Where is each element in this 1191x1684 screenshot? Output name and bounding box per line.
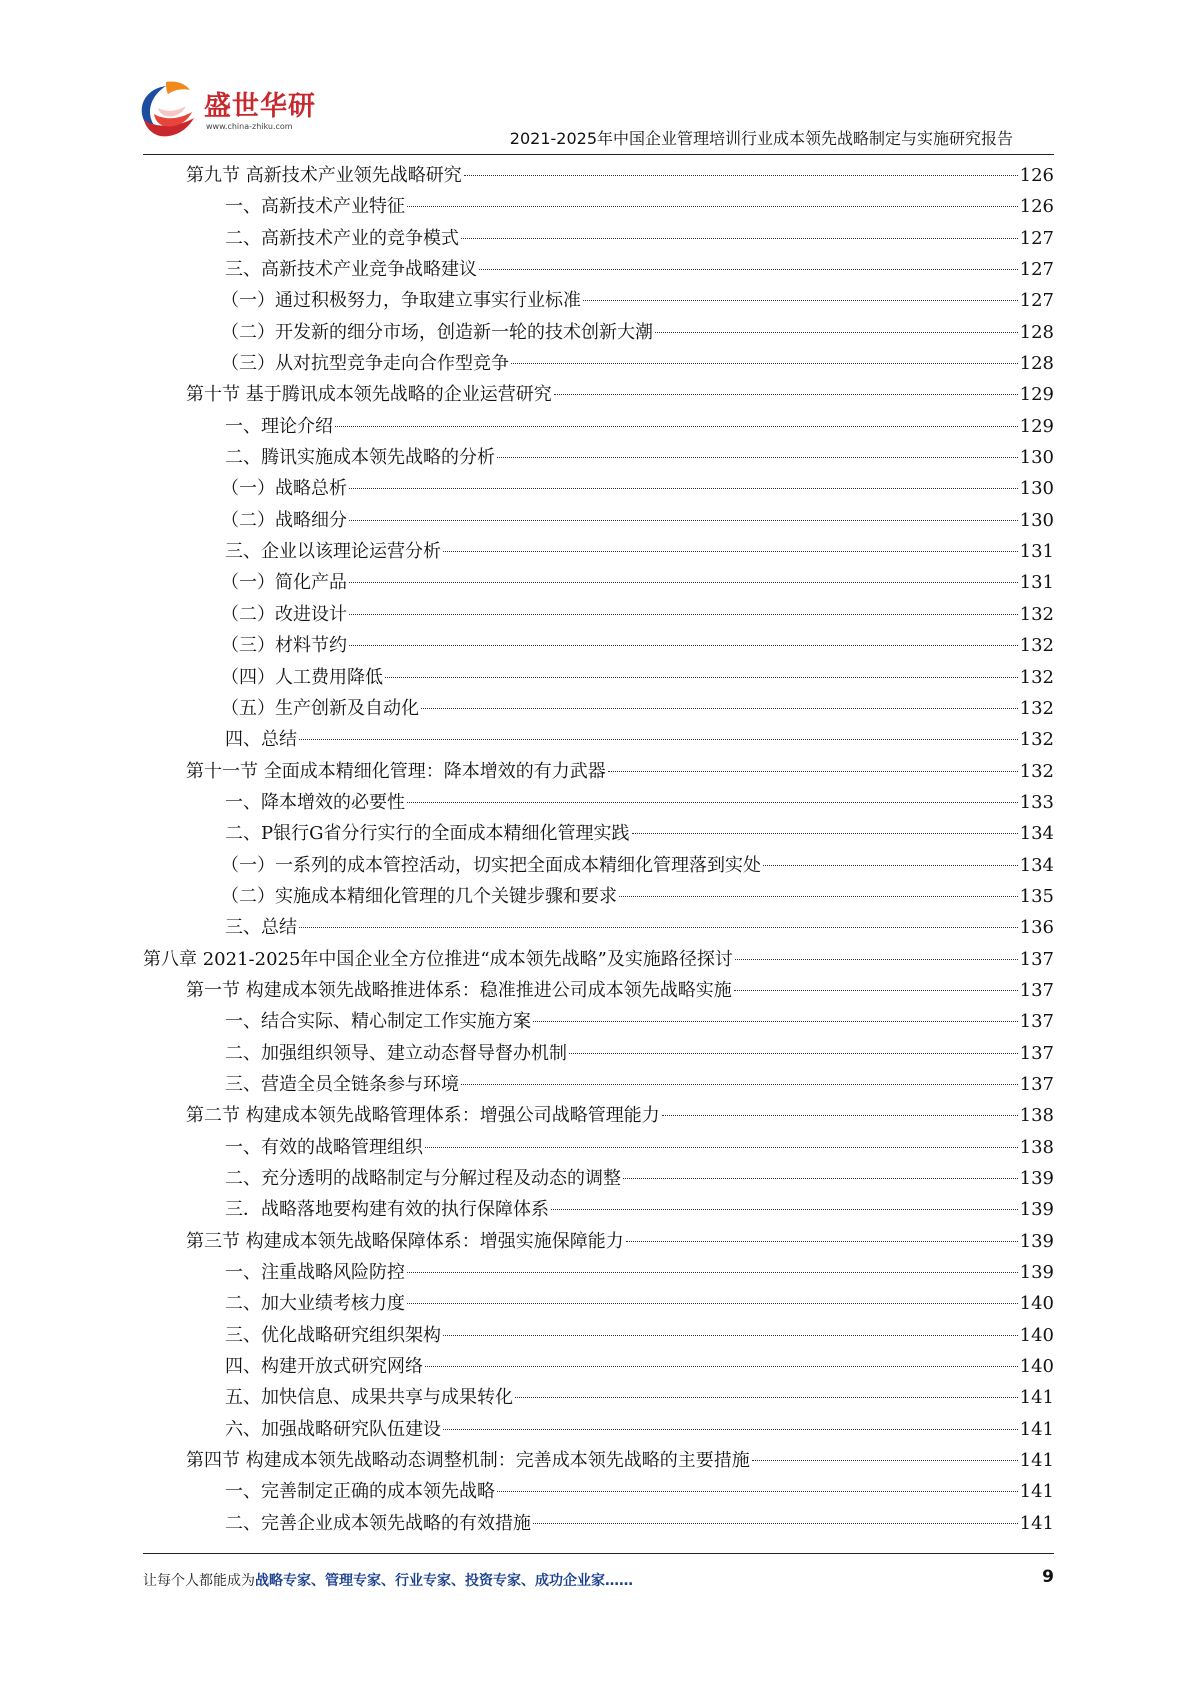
toc-entry-page: 141 <box>1019 1450 1054 1472</box>
toc-entry-page: 129 <box>1019 384 1054 406</box>
toc-entry-page: 141 <box>1019 1418 1054 1440</box>
toc-entry[interactable] <box>143 1163 1054 1194</box>
toc-entry-page: 127 <box>1019 227 1054 249</box>
toc-entry-title: 三、企业以该理论运营分析 <box>225 541 441 563</box>
toc-entry[interactable] <box>143 348 1054 379</box>
toc-entry[interactable] <box>143 1069 1054 1100</box>
toc-entry[interactable] <box>143 975 1054 1006</box>
toc-entry[interactable] <box>143 505 1054 536</box>
toc-entry[interactable] <box>143 1476 1054 1507</box>
slogan-highlight: 战略专家、管理专家、行业专家、投资专家、成功企业家…… <box>255 1573 633 1589</box>
toc-entry-page: 130 <box>1019 447 1054 469</box>
toc-entry-page: 131 <box>1019 572 1054 594</box>
toc-entry-page: 128 <box>1019 321 1054 343</box>
dot-leader <box>349 645 1018 646</box>
dot-leader <box>299 739 1018 740</box>
dot-leader <box>608 771 1018 772</box>
slogan-prefix: 让每个人都能成为 <box>143 1573 255 1589</box>
toc-entry[interactable] <box>143 850 1054 881</box>
toc-entry-title: （二）开发新的细分市场，创造新一轮的技术创新大潮 <box>221 321 653 343</box>
dot-leader <box>655 332 1018 333</box>
toc-entry[interactable] <box>143 881 1054 912</box>
toc-entry[interactable] <box>143 724 1054 755</box>
toc-entry[interactable] <box>143 285 1054 316</box>
logo-emblem-icon <box>136 80 202 142</box>
toc-entry-title: 三、总结 <box>225 917 297 939</box>
company-logo <box>136 80 326 150</box>
toc-entry[interactable] <box>143 1382 1054 1413</box>
dot-leader <box>443 1335 1018 1336</box>
dot-leader <box>461 1084 1018 1085</box>
toc-entry[interactable] <box>143 1257 1054 1288</box>
toc-entry[interactable] <box>143 379 1054 410</box>
toc-entry-title: 第九节 高新技术产业领先战略研究 <box>186 165 462 186</box>
toc-entry-page: 140 <box>1019 1356 1054 1378</box>
dot-leader <box>497 1491 1018 1492</box>
toc-entry-page: 137 <box>1019 948 1054 970</box>
toc-entry-title: 二、P银行G省分行实行的全面成本精细化管理实践 <box>225 823 630 845</box>
toc-entry-title: （二）实施成本精细化管理的几个关键步骤和要求 <box>221 885 617 907</box>
toc-entry-title: 三、高新技术产业竞争战略建议 <box>225 259 477 281</box>
toc-entry[interactable] <box>143 254 1054 285</box>
dot-leader <box>515 1397 1018 1398</box>
toc-entry-page: 135 <box>1019 885 1054 907</box>
toc-entry-title: （一）通过积极努力，争取建立事实行业标准 <box>221 290 581 312</box>
dot-leader <box>623 1178 1018 1179</box>
toc-entry-title: 第二节 构建成本领先战略管理体系：增强公司战略管理能力 <box>186 1105 660 1127</box>
dot-leader <box>619 896 1018 897</box>
toc-entry[interactable] <box>143 442 1054 473</box>
toc-entry[interactable] <box>143 1320 1054 1351</box>
toc-entry[interactable] <box>143 1226 1054 1257</box>
dot-leader <box>662 1115 1018 1116</box>
toc-entry-title: 一、注重战略风险防控 <box>225 1262 405 1284</box>
toc-entry-title: 二、加大业绩考核力度 <box>225 1293 405 1315</box>
dot-leader <box>425 1366 1018 1367</box>
toc-entry-title: 三、优化战略研究组织架构 <box>225 1324 441 1346</box>
toc-entry-page: 127 <box>1019 259 1054 281</box>
toc-entry[interactable] <box>143 1194 1054 1225</box>
dot-leader <box>407 802 1018 803</box>
toc-entry-title: 二、加强组织领导、建立动态督导督办机制 <box>225 1042 567 1064</box>
toc-entry[interactable] <box>143 944 1054 975</box>
toc-entry[interactable] <box>143 567 1054 598</box>
dot-leader <box>425 1147 1018 1148</box>
toc-entry-page: 132 <box>1019 635 1054 657</box>
dot-leader <box>626 1241 1018 1242</box>
toc-entry-title: 二、充分透明的战略制定与分解过程及动态的调整 <box>225 1168 621 1189</box>
dot-leader <box>734 990 1018 991</box>
dot-leader <box>554 394 1018 395</box>
toc-entry-title: 一、高新技术产业特征 <box>225 196 405 218</box>
report-title: 2021-2025年中国企业管理培训行业成本领先战略制定与实施研究报告 <box>509 129 1013 148</box>
dot-leader <box>407 206 1018 207</box>
dot-leader <box>583 300 1018 301</box>
dot-leader <box>752 1460 1018 1461</box>
toc-entry-title: 六、加强战略研究队伍建设 <box>225 1418 441 1440</box>
toc-entry-title: 第一节 构建成本领先战略推进体系：稳准推进公司成本领先战略实施 <box>186 979 732 1001</box>
dot-leader <box>349 582 1018 583</box>
dot-leader <box>421 708 1018 709</box>
dot-leader <box>407 1272 1018 1273</box>
toc-entry[interactable] <box>143 1288 1054 1319</box>
toc-entry-page: 128 <box>1019 353 1054 375</box>
toc-entry[interactable] <box>143 536 1054 567</box>
footer-slogan <box>143 1570 633 1590</box>
dot-leader <box>349 520 1018 521</box>
dot-leader <box>385 677 1018 678</box>
toc-entry[interactable] <box>143 630 1054 661</box>
toc-entry-title: （一）简化产品 <box>221 572 347 594</box>
toc-entry-title: 四、总结 <box>225 729 297 751</box>
toc-entry[interactable] <box>143 787 1054 818</box>
toc-entry-title: （二）战略细分 <box>221 509 347 531</box>
toc-entry[interactable] <box>143 411 1054 442</box>
dot-leader <box>335 426 1018 427</box>
toc-entry-title: （一）一系列的成本管控活动，切实把全面成本精细化管理落到实处 <box>221 854 761 876</box>
dot-leader <box>443 1429 1018 1430</box>
table-of-contents <box>143 160 1054 1539</box>
dot-leader <box>461 238 1018 239</box>
dot-leader <box>349 488 1018 489</box>
toc-entry[interactable] <box>143 1100 1054 1131</box>
toc-entry-page: 132 <box>1019 697 1054 719</box>
toc-entry-page: 138 <box>1019 1136 1054 1158</box>
toc-entry-page: 134 <box>1019 823 1054 845</box>
toc-entry-title: 第四节 构建成本领先战略动态调整机制：完善成本领先战略的主要措施 <box>186 1450 750 1472</box>
toc-entry-title: 四、构建开放式研究网络 <box>225 1356 423 1378</box>
toc-entry[interactable] <box>143 473 1054 504</box>
toc-entry-page: 141 <box>1019 1512 1054 1534</box>
toc-entry-title: 第三节 构建成本领先战略保障体系：增强实施保障能力 <box>186 1230 624 1252</box>
toc-entry-title: 一、结合实际、精心制定工作实施方案 <box>225 1011 531 1033</box>
dot-leader <box>533 1021 1018 1022</box>
toc-entry-title: 一、完善制定正确的成本领先战略 <box>225 1481 495 1503</box>
dot-leader <box>479 269 1018 270</box>
toc-entry[interactable] <box>143 1508 1054 1539</box>
toc-entry[interactable] <box>143 818 1054 849</box>
toc-entry-page: 126 <box>1019 196 1054 218</box>
toc-entry-title: 第八章 2021-2025年中国企业全方位推进“成本领先战略”及实施路径探讨 <box>143 948 733 970</box>
toc-entry-title: 二、高新技术产业的竞争模式 <box>225 227 459 249</box>
toc-entry-title: 二、完善企业成本领先战略的有效措施 <box>225 1512 531 1534</box>
toc-entry-title: 一、理论介绍 <box>225 415 333 437</box>
dot-leader <box>407 1303 1018 1304</box>
toc-entry-title: 一、降本增效的必要性 <box>225 791 405 813</box>
toc-entry-page: 140 <box>1019 1293 1054 1315</box>
toc-entry[interactable] <box>143 223 1054 254</box>
dot-leader <box>569 1053 1018 1054</box>
toc-entry-page: 131 <box>1019 541 1054 563</box>
toc-entry-title: 一、有效的战略管理组织 <box>225 1136 423 1158</box>
logo-name: 盛世华研 <box>204 91 316 122</box>
toc-entry-title: 第十一节 全面成本精细化管理：降本增效的有力武器 <box>186 760 606 782</box>
logo-url: www.china-zhiku.com <box>206 122 293 131</box>
dot-leader <box>299 927 1018 928</box>
toc-entry-page: 136 <box>1019 917 1054 939</box>
toc-entry-page: 137 <box>1019 1011 1054 1033</box>
toc-entry-page: 132 <box>1019 760 1054 782</box>
toc-entry[interactable] <box>143 662 1054 693</box>
toc-entry-page: 132 <box>1019 729 1054 751</box>
dot-leader <box>464 175 1018 176</box>
toc-entry[interactable] <box>143 1038 1054 1069</box>
toc-entry-title: 三、营造全员全链条参与环境 <box>225 1073 459 1095</box>
toc-entry-page: 137 <box>1019 1073 1054 1095</box>
toc-entry-page: 132 <box>1019 666 1054 688</box>
toc-entry-title: （一）战略总析 <box>221 478 347 500</box>
toc-entry-page: 127 <box>1019 290 1054 312</box>
toc-entry-title: （三）从对抗型竞争走向合作型竞争 <box>221 353 509 375</box>
toc-entry-page: 137 <box>1019 979 1054 1001</box>
toc-entry-page: 139 <box>1019 1230 1054 1252</box>
toc-entry[interactable] <box>143 1414 1054 1445</box>
dot-leader <box>632 833 1018 834</box>
toc-entry-page: 141 <box>1019 1481 1054 1503</box>
toc-entry-title: （五）生产创新及自动化 <box>221 697 419 719</box>
toc-entry-page: 133 <box>1019 791 1054 813</box>
toc-entry-page: 137 <box>1019 1042 1054 1064</box>
dot-leader <box>763 865 1018 866</box>
toc-entry[interactable] <box>143 1351 1054 1382</box>
toc-entry-title: 三．战略落地要构建有效的执行保障体系 <box>225 1199 549 1221</box>
toc-entry-title: 第十节 基于腾讯成本领先战略的企业运营研究 <box>186 384 552 406</box>
dot-leader <box>511 363 1018 364</box>
dot-leader <box>497 457 1018 458</box>
toc-entry[interactable] <box>143 317 1054 348</box>
toc-entry[interactable] <box>143 912 1054 943</box>
toc-entry-page: 132 <box>1019 603 1054 625</box>
toc-entry[interactable] <box>143 1006 1054 1037</box>
toc-entry-title: 二、腾讯实施成本领先战略的分析 <box>225 447 495 469</box>
toc-entry-page: 139 <box>1019 1199 1054 1221</box>
toc-entry-page: 126 <box>1019 165 1054 186</box>
toc-entry-page: 140 <box>1019 1324 1054 1346</box>
dot-leader <box>533 1523 1018 1524</box>
footer-divider <box>143 1553 1054 1554</box>
toc-entry-page: 139 <box>1019 1262 1054 1284</box>
dot-leader <box>349 614 1018 615</box>
dot-leader <box>551 1209 1018 1210</box>
toc-entry-title: （四）人工费用降低 <box>221 666 383 688</box>
toc-entry-title: （三）材料节约 <box>221 635 347 657</box>
toc-entry-page: 134 <box>1019 854 1054 876</box>
toc-entry-page: 129 <box>1019 415 1054 437</box>
toc-entry-title: （二）改进设计 <box>221 603 347 625</box>
toc-entry[interactable] <box>143 756 1054 787</box>
toc-entry[interactable] <box>143 191 1054 222</box>
toc-entry-page: 130 <box>1019 478 1054 500</box>
header-divider <box>143 154 1054 155</box>
toc-entry-page: 130 <box>1019 509 1054 531</box>
toc-entry[interactable] <box>143 599 1054 630</box>
toc-entry-page: 141 <box>1019 1387 1054 1409</box>
toc-entry-page: 139 <box>1019 1168 1054 1189</box>
toc-entry[interactable] <box>143 1132 1054 1163</box>
toc-entry-title: 五、加快信息、成果共享与成果转化 <box>225 1387 513 1409</box>
dot-leader <box>443 551 1018 552</box>
dot-leader <box>735 959 1018 960</box>
toc-entry[interactable] <box>143 1445 1054 1476</box>
toc-entry-page: 138 <box>1019 1105 1054 1127</box>
page-number: 9 <box>1042 1567 1054 1587</box>
toc-entry[interactable] <box>143 693 1054 724</box>
toc-entry[interactable] <box>143 160 1054 191</box>
